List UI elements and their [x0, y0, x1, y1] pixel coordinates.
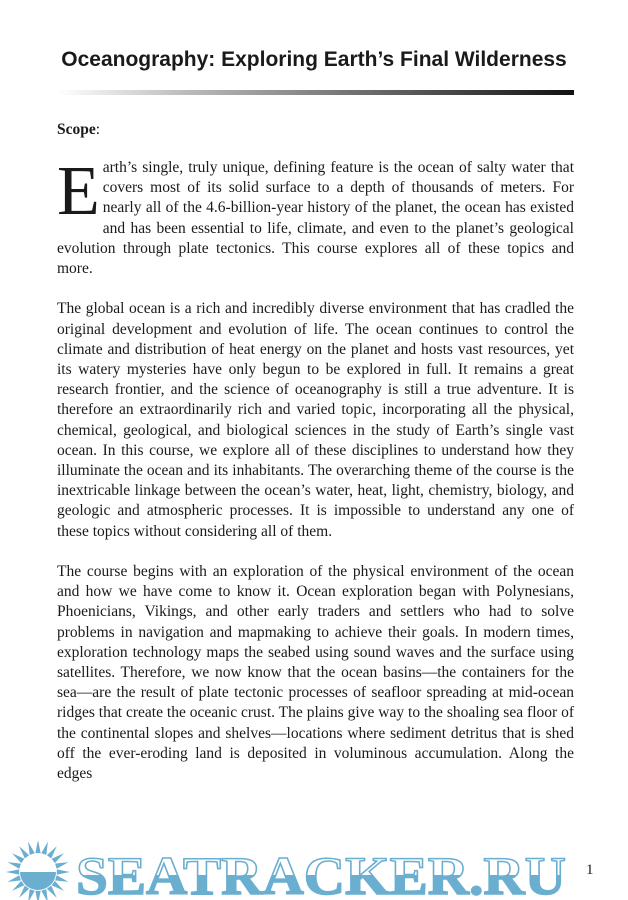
- sun-ray: [47, 846, 57, 858]
- scope-heading: [57, 121, 100, 139]
- paragraph-1: [57, 153, 574, 279]
- watermark-text: SEATRACKER.RU: [76, 846, 566, 900]
- sun-ray: [55, 875, 68, 882]
- sun-icon: [6, 840, 70, 900]
- sun-ray: [28, 842, 35, 855]
- page-title: Oceanography: Exploring Earth’s Final Wilderness: [61, 48, 567, 71]
- sun-ray: [52, 881, 64, 891]
- sun-ray: [12, 853, 24, 863]
- sun-ray: [8, 862, 21, 869]
- sun-ray: [35, 891, 40, 900]
- title-divider: [58, 90, 574, 95]
- paragraph-2: The global ocean is a rich and incredibly diverse environment that has cradled the original development and evolution of life. The ocean continues to control the climate and distribution of heat energy on the planet and hosts vast resources, yet its watery mysteries have only begun to be explored in full. It remains a great research frontier, and the science of oceanography is still a true adventure. It is therefore an extraordinarily rich and varied topic, incorporating all the physical, chemical, geological, and biological sciences in the study of Earth’s single vast ocean. In this course, we explore all of these disciplines to understand how they illuminate the ocean and its inhabitants. The overarching theme of the course is the inextricable linkage between the ocean’s water, heat, light, chemistry, biology, and geologic and atmospheric processes. It is impossible to understand any one of these topics without considering all of them.: [57, 300, 574, 540]
- paragraph-3: The course begins with an exploration of the physical environment of the ocean and how we have come to know it. Ocean exploration began with Polynesians, Phoenicians, Vikings, and other early traders and settlers who had to solve problems in navigation and mapmaking to achieve their goals. In modern times, exploration technology maps the seabed using sound waves and the surface using satellites. Therefore, we now know that the ocean basins—the containers for the sea—are the result of plate tectonic processes of seafloor spreading at mid-ocean ridges that create the oceanic crust. The plains give way to the shoaling sea floor of the continental slopes and shelves—locations where sediment detritus that is shed off the ever-eroding land is deposited in voluminous accumulation. Along the edges: [57, 563, 574, 783]
- body-text: [57, 153, 574, 784]
- paragraph-1-text: arth’s single, truly unique, defining feature is the ocean of salty water that covers most of its solid surface to a depth of thousands of meters. For nearly all of the 4.6-billion-year history of the planet, the ocean has existed and has been essential to life, climate, and even to the planet’s geological evolution through plate tectonics. This course explores all of these topics and more.: [57, 159, 574, 278]
- scope-colon: :: [95, 121, 101, 138]
- sun-ray: [8, 875, 21, 882]
- sun-ray: [52, 853, 64, 863]
- sun-ray: [28, 889, 35, 900]
- sun-ray: [41, 889, 48, 900]
- sun-ray: [19, 886, 29, 898]
- sun-ray: [47, 886, 57, 898]
- page-number: 1: [586, 862, 594, 878]
- watermark: [0, 840, 628, 900]
- sun-ray: [12, 881, 24, 891]
- sun-ray: [35, 840, 40, 853]
- sun-ray: [19, 846, 29, 858]
- sun-ray: [57, 869, 70, 874]
- drop-cap: E: [57, 153, 100, 230]
- sun-ray: [41, 842, 48, 855]
- scope-label: Scope: [57, 121, 96, 138]
- sun-ray: [55, 862, 68, 869]
- sun-ray: [6, 869, 19, 874]
